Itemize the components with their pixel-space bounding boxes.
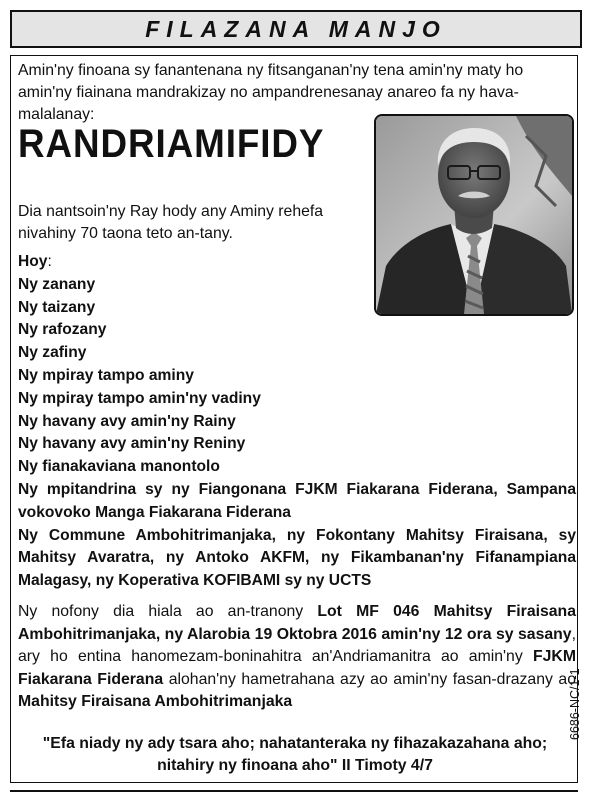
reference-code: 6686-NC/1-1 (568, 668, 582, 740)
notice-title: FILAZANA MANJO (145, 15, 447, 42)
list-item: Ny Commune Ambohitrimanjaka, ny Fokontany Mahitsy Firaisana, sy Mahitsy Avaratra, ny Antoko AKFM, ny Fikambanan'ny Fifanampiana Malagasy, ny Koperativa KOFIBAMI sy ny UCTS (18, 526, 576, 590)
bottom-divider (10, 790, 578, 792)
list-item: Ny mpitandrina sy ny Fiangonana FJKM Fiakarana Fiderana, Sampana vokovoko Manga Fiakarana Fiderana (18, 480, 576, 521)
funeral-details (18, 601, 576, 714)
list-item: Ny taizany (18, 298, 96, 316)
list-item: Ny havany avy amin'ny Rainy (18, 412, 236, 430)
list-item: Ny zafiny (18, 344, 87, 362)
funeral-text-3: alohan'ny hametrahana azy ao amin'ny fasan-drazany ao (163, 670, 576, 688)
list-item: Ny zanany (18, 275, 96, 293)
list-item: Ny fianakaviana manontolo (18, 458, 220, 476)
list-item: Ny mpiray tampo amin'ny vadiny (18, 389, 261, 407)
notice-header (10, 10, 582, 48)
bible-quote: "Efa niady ny ady tsara aho; nahatanteraka ny fihazakazahana aho; nitahiry ny finoana aho" II Timoty 4/7 (42, 735, 548, 774)
mourners-label-text: Hoy (18, 253, 48, 270)
intro-text: Amin'ny finoana sy fanantenana ny fitsanganan'ny tena amin'ny maty ho amin'ny fiainana mandrakizay no ampandrenesanay anareo fa ny hava-malalanay: (18, 62, 524, 123)
funeral-church: FJKM Fiakarana Fiderana (18, 648, 576, 688)
list-item: Ny havany avy amin'ny Reniny (18, 435, 246, 453)
mourners-list (18, 251, 578, 593)
mourners-label: Hoy: (18, 253, 52, 270)
list-item: Ny rafozany (18, 321, 107, 339)
deceased-name: RANDRIAMIFIDY (18, 122, 325, 166)
list-item: Ny mpiray tampo aminy (18, 366, 194, 384)
funeral-place-time: Lot MF 046 Mahitsy Firaisana Ambohitrimanjaka, ny Alarobia 19 Oktobra 2016 amin'ny 12 ora sy sasany (18, 603, 576, 643)
death-notice: Dia nantsoin'ny Ray hody any Aminy rehefa nivahiny 70 taona teto an-tany. (18, 203, 324, 242)
funeral-text-2: , ary ho entina hanomezam-boninahitra an'Andriamanitra ao amin'ny (18, 625, 576, 665)
burial-place: Mahitsy Firaisana Ambohitrimanjaka (18, 693, 293, 710)
funeral-text-1: Ny nofony dia hiala ao an-tranony (18, 603, 318, 620)
